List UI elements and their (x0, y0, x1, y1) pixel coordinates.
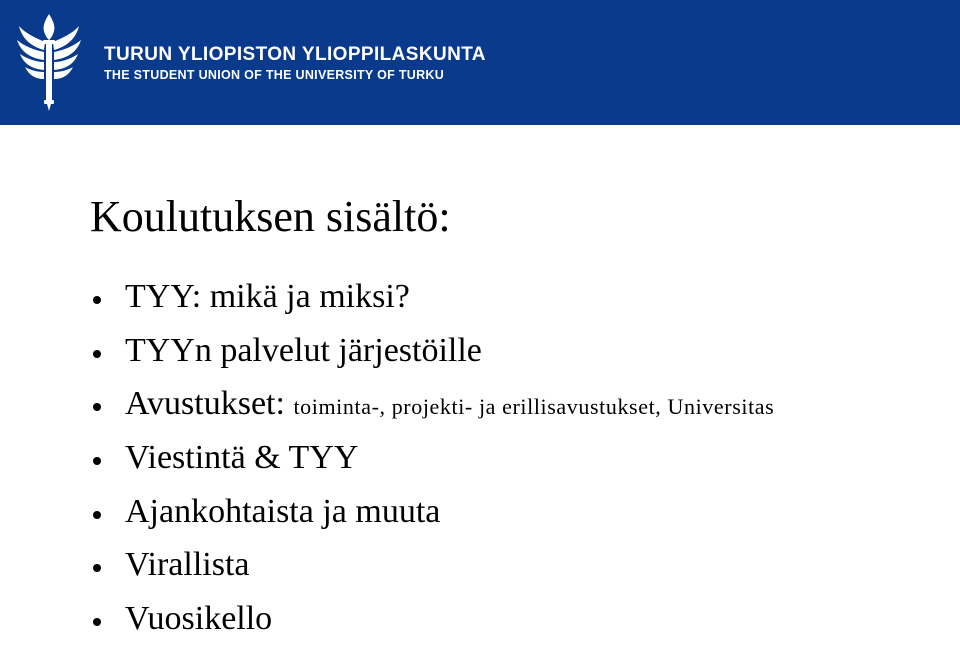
slide-title: Koulutuksen sisältö: (90, 192, 451, 241)
bullet-item (90, 270, 774, 324)
organization-name-en: THE STUDENT UNION OF THE UNIVERSITY OF TURKU (104, 68, 445, 82)
bullet-text: Viestintä & TYY (125, 439, 359, 477)
bullet-text: TYYn palvelut järjestöille (125, 331, 482, 369)
bullet-text: TYY: mikä ja miksi? (125, 278, 410, 315)
torch-wings-emblem-icon (14, 12, 84, 112)
bullet-item (90, 324, 774, 378)
bullet-text: Ajankohtaista ja muuta (125, 492, 441, 530)
bullet-list (90, 270, 774, 646)
bullet-item (90, 485, 774, 539)
bullet-detail: toiminta-, projekti- ja erillisavustukset, Universitas (293, 394, 775, 420)
bullet-item (90, 431, 774, 485)
organization-name-fi: TURUN YLIOPISTON YLIOPPILASKUNTA (104, 44, 486, 65)
bullet-item (90, 377, 774, 431)
bullet-item (90, 538, 774, 592)
header-banner (0, 0, 960, 125)
bullet-text: Avustukset: (125, 385, 285, 423)
bullet-text: Vuosikello (125, 600, 273, 638)
organization-name (104, 44, 486, 83)
bullet-item (90, 592, 774, 646)
bullet-text: Virallista (125, 546, 250, 584)
